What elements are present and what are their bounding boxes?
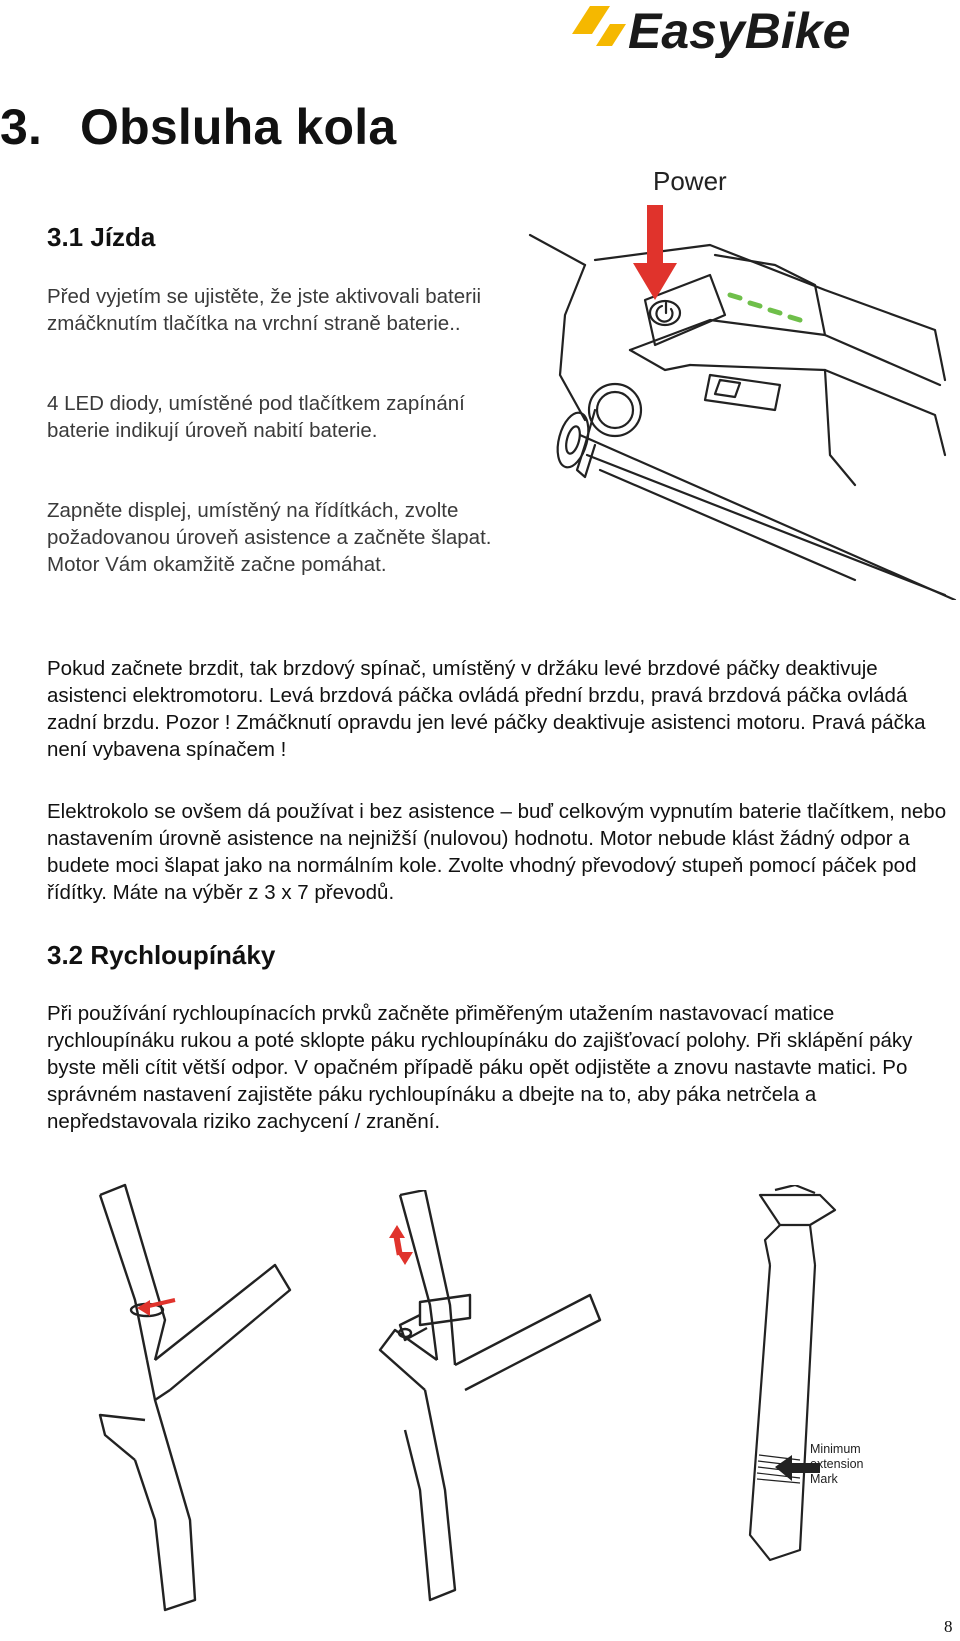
section-title-ride: 3.1 Jízda [47, 222, 156, 252]
page-number: 8 [944, 1617, 953, 1636]
label-line: Mark [810, 1472, 838, 1486]
logo-wordmark: EasyBike [628, 3, 851, 58]
paragraph-brake-switch: Pokud začnete brzdit, tak brzdový spínač, umístěný v držáku levé brzdové páčky deaktivuje asistenci elektromotoru. Levá brzdová páčka ovládá přední brzdu, pravá brzdová páčka ovládá zadní brzdu. Pozor ! Zmáčknutí opravdu jen levé páčky deaktivuje asistenci motoru. Pravá páčka není vybavena spínačem ! [47, 657, 926, 761]
paragraph-no-assist: Elektrokolo se ovšem dá používat i bez asistence – buď celkovým vypnutím baterie tlačítkem, nebo nastavením úrovně asistence na nejnižší (nulovou) hodnotu. Motor nebude klást žádný odpor a budete moci šlapat jako na normálním kole. Zvolte vhodný převodový stupeň pomocí páček pod řídítky. Máte na výběr z 3 x 7 převodů. [47, 800, 947, 904]
chapter-number: 3. [0, 99, 43, 155]
section-title-quick-release: 3.2 Rychloupínáky [47, 940, 276, 970]
quick-release-illustration-2 [375, 1190, 610, 1610]
minimum-extension-mark-label [810, 1442, 890, 1487]
label-line: extension [810, 1457, 864, 1471]
paragraph-display-assist: Zapněte displej, umístěný na řídítkách, zvolte požadovanou úroveň asistence a začněte šlapat. Motor Vám okamžitě začne pomáhat. [47, 499, 492, 576]
quick-release-illustration-1 [95, 1180, 305, 1620]
easybike-logo [566, 2, 950, 58]
paragraph-quick-release: Při používání rychloupínacích prvků začněte přiměřeným utažením nastavovací matice rychloupínáku rukou a poté sklopte páku rychloupínáku do zajišťovací polohy. Při sklápění páky byste měli cítit větší odpor. V opačném případě páku opět odjistěte a znovu nastavte matici. Po správném nastavení zajistěte páku rychloupínáku a dbejte na to, aby páka netrčela a nepředstavovala riziko zachycení / zranění. [47, 1002, 913, 1133]
paragraph-activate-battery: Před vyjetím se ujistěte, že jste aktivovali baterii zmáčknutím tlačítka na vrchní straně baterie.. [47, 285, 482, 335]
chapter-heading [0, 98, 396, 156]
label-line: Minimum [810, 1442, 861, 1456]
seatpost-illustration [720, 1185, 900, 1565]
paragraph-led-indicator: 4 LED diody, umístěné pod tlačítkem zapínání baterie indikují úroveň nabití baterie. [47, 392, 465, 442]
battery-illustration [525, 205, 960, 600]
power-caption: Power [653, 166, 727, 196]
chapter-title: Obsluha kola [80, 99, 397, 155]
